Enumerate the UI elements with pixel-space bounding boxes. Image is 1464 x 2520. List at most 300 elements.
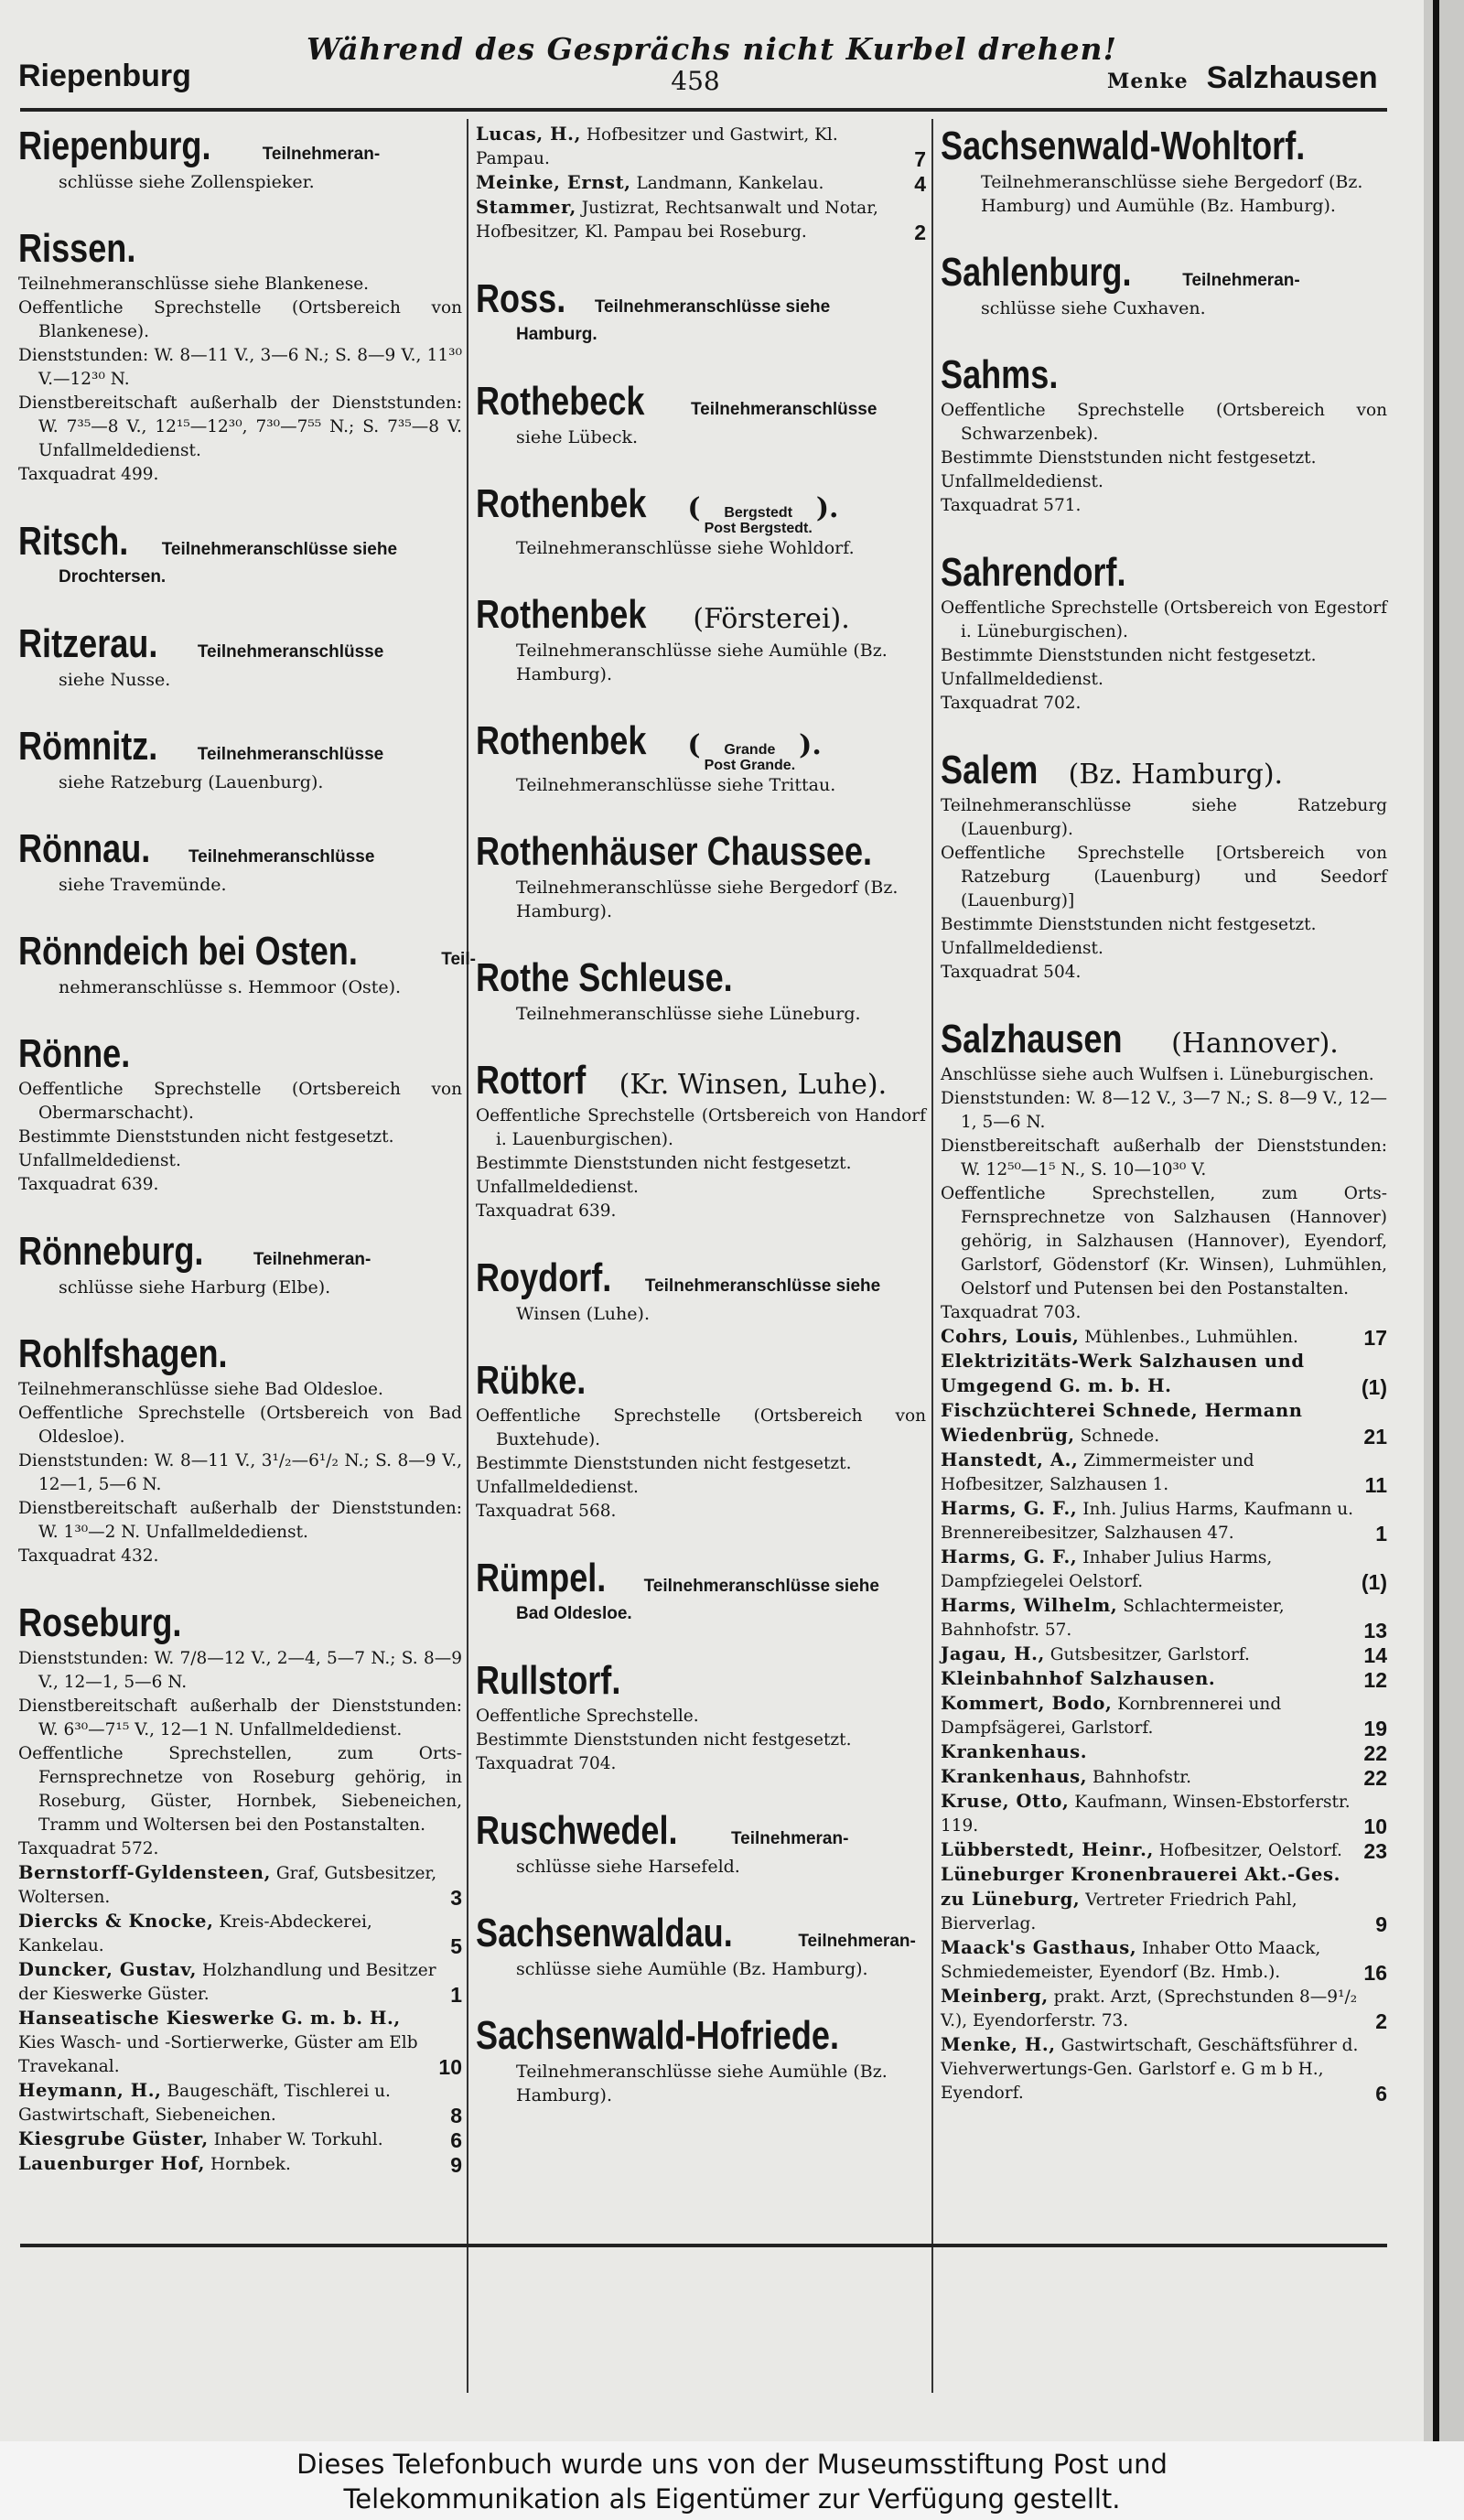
subscriber-name: Heymann, H.,: [18, 2080, 162, 2101]
subscriber-details: Baugeschäft, Tischlerei u. Gastwirtschaft, Siebeneichen.: [18, 2082, 391, 2125]
subscriber-name: Elektrizitäts-Werk Salzhausen und Umgegend G. m. b. H.: [941, 1351, 1305, 1396]
entry-line: Bestimmte Dienststunden nicht festgesetzt.: [476, 1154, 852, 1173]
entry-line: Unfallmeldedienst.: [941, 939, 1103, 958]
subscriber-details: Inhaber Julius Harms, Dampfziegelei Oelstorf.: [941, 1548, 1273, 1591]
place-name: Salem: [941, 748, 1039, 792]
subscriber-text: [18, 2007, 438, 2079]
subscriber-text: [18, 1910, 450, 1958]
entry-inline-text: Teilnehmeranschlüsse: [197, 642, 384, 662]
phone-number: 16: [1363, 1961, 1387, 1985]
entry-inline-text: Teilnehmeranschlüsse: [690, 400, 877, 419]
subscriber-row: [941, 1667, 1387, 1692]
entry-line: Bestimmte Dienststunden nicht festgesetzt.: [941, 915, 1317, 934]
subscriber-text: [941, 1838, 1363, 1863]
entry-sahrendorf: [941, 549, 1387, 716]
entry-line: Taxquadrat 571.: [941, 496, 1082, 515]
entry-inline-text: Teilnehmeran-: [1182, 271, 1300, 290]
entry-line: Oeffentliche Sprechstelle (Ortsbereich von Bad Oldesloe).: [18, 1404, 462, 1447]
left-running-head: Riepenburg: [18, 59, 191, 93]
phone-number: 6: [1375, 2082, 1387, 2105]
subscriber-details: Graf, Gutsbesitzer, Woltersen.: [18, 1864, 437, 1907]
entry-rullstorf: [476, 1657, 926, 1776]
subscriber-text: [476, 123, 914, 171]
entry-roenndeich: [18, 928, 476, 999]
entry-line: Taxquadrat 639.: [18, 1175, 159, 1194]
subscriber-name: Kommert, Bodo,: [941, 1693, 1113, 1714]
phone-number: 19: [1363, 1717, 1387, 1740]
place-name: Rissen.: [18, 226, 136, 271]
entry-roennau: [18, 825, 462, 897]
subscriber-details: Holzhandlung und Besitzer der Kieswerke Güster.: [18, 1961, 436, 2004]
subscriber-name: Duncker, Gustav,: [18, 1959, 198, 1980]
subscriber-name: Krankenhaus.: [941, 1741, 1088, 1762]
subscriber-name: Diercks & Knocke,: [18, 1911, 214, 1932]
entry-reference: siehe Nusse.: [59, 670, 171, 690]
subscriber-row: [941, 1740, 1387, 1765]
subscriber-list: [476, 123, 926, 244]
place-name: Ross.: [476, 276, 566, 321]
place-name: Roseburg.: [18, 1600, 182, 1645]
right-keyword: Salzhausen: [1206, 60, 1378, 95]
subscriber-list: [18, 1861, 462, 2177]
subscriber-text: [941, 1790, 1363, 1838]
phone-number: (1): [1361, 1375, 1387, 1399]
entry-inline-text: Teilnehmeranschlüsse siehe: [594, 297, 831, 317]
subscriber-text: [18, 1861, 450, 1910]
entry-line: Dienststunden: W. 8—11 V., 3—6 N.; S. 8—9 V., 11³⁰ V.—12³⁰ N.: [18, 346, 462, 389]
subscriber-details: Kaufmann, Winsen-Ebstorferstr. 119.: [941, 1793, 1351, 1836]
entry-reference: Teilnehmeranschlüsse siehe Bergedorf (Bz. Hamburg) und Aumühle (Bz. Hamburg).: [981, 172, 1363, 216]
phone-number: 11: [1364, 1473, 1387, 1497]
entry-line: Oeffentliche Sprechstellen, zum Orts-Fernsprechnetze von Salzhausen (Hannover) gehörig, in Salzhausen (Hannover), Eyendorf, Garlstorf, Gödenstorf (Kr. Winsen), Luhmühlen, Oelstorf und Putensen bei den Postanstalten.: [941, 1184, 1387, 1298]
subscriber-name: Lauenburger Hof,: [18, 2153, 206, 2174]
subscriber-details: Justizrat, Rechtsanwalt und Notar, Hofbesitzer, Kl. Pampau bei Roseburg.: [476, 199, 878, 242]
subscriber-text: [476, 196, 914, 244]
place-name: Salzhausen: [941, 1017, 1123, 1061]
subscriber-name: Krankenhaus,: [941, 1766, 1088, 1787]
subscriber-details: Kies Wasch- und -Sortierwerke, Güster am Elb Travekanal.: [18, 2033, 418, 2076]
subscriber-row: [941, 2033, 1387, 2105]
entry-line: Oeffentliche Sprechstellen, zum Orts-Fernsprechnetze von Roseburg gehörig, in Roseburg, Güster, Hornbek, Siebeneichen, Tramm und Woltersen bei den Postanstalten.: [18, 1744, 462, 1835]
entry-inline-text: Teilnehmeranschlüsse siehe: [643, 1577, 879, 1596]
place-name: Riepenburg.: [18, 124, 211, 168]
subscriber-text: [941, 1545, 1362, 1594]
place-name: Roydorf.: [476, 1255, 612, 1300]
place-name: Rönndeich bei Osten.: [18, 929, 358, 974]
entry-line: Teilnehmeranschlüsse siehe Blankenese.: [18, 275, 370, 294]
entry-ritzerau: [18, 620, 462, 692]
phone-number: 2: [1375, 2009, 1387, 2033]
place-name: Rothenbek: [476, 481, 647, 526]
place-name: Rothenbek: [476, 718, 647, 763]
entry-line: Dienstbereitschaft außerhalb der Dienststunden: W. 1³⁰—2 N. Unfallmeldedienst.: [18, 1499, 462, 1542]
place-name: Ritzerau.: [18, 621, 158, 666]
paren-close: ).: [815, 492, 839, 524]
entry-reference: schlüsse siehe Harsefeld.: [516, 1857, 740, 1877]
entry-inline-text: Teil-: [441, 950, 476, 969]
place-name: Ritsch.: [18, 519, 129, 564]
entry-line: Dienstbereitschaft außerhalb der Dienststunden: W. 7³⁵—8 V., 12¹⁵—12³⁰, 7³⁰—7⁵⁵ N.; S. 7³⁵—8 V. Unfallmeldedienst.: [18, 393, 462, 460]
place-name: Rothenbek: [476, 592, 647, 637]
entry-line: Unfallmeldedienst.: [18, 1151, 181, 1170]
entry-ruschwedel: [476, 1807, 926, 1879]
entry-reference: Teilnehmeranschlüsse siehe Aumühle (Bz. Hamburg).: [516, 641, 888, 684]
entry-line: Bestimmte Dienststunden nicht festgesetzt.: [476, 1730, 852, 1750]
place-name: Rullstorf.: [476, 1658, 621, 1703]
qualifier-bottom: Post Grande.: [704, 758, 796, 773]
entry-line: Unfallmeldedienst.: [476, 1478, 639, 1497]
entry-line: Unfallmeldedienst.: [941, 472, 1103, 491]
entry-reference: schlüsse siehe Cuxhaven.: [981, 298, 1206, 318]
entry-reference: schlüsse siehe Aumühle (Bz. Hamburg).: [516, 1959, 868, 1979]
entry-line: Bestimmte Dienststunden nicht festgesetzt.: [18, 1127, 394, 1147]
entry-reference: Teilnehmeranschlüsse siehe Bergedorf (Bz. Hamburg).: [516, 878, 899, 921]
place-name: Rohlfshagen.: [18, 1331, 228, 1376]
subscriber-name: Jagau, H.,: [941, 1643, 1045, 1664]
phone-number: 22: [1363, 1741, 1387, 1765]
phone-number: 21: [1363, 1425, 1387, 1448]
subscriber-row: [476, 196, 926, 244]
subscriber-row: [941, 1985, 1387, 2033]
subscriber-text: [941, 1667, 1363, 1692]
entry-reference: Drochtersen.: [59, 567, 167, 587]
entry-reference: siehe Travemünde.: [59, 875, 227, 895]
entry-line: Oeffentliche Sprechstelle [Ortsbereich von Ratzeburg (Lauenburg) und Seedorf (Lauenburg)]: [941, 844, 1387, 910]
entry-reference: Winsen (Luhe).: [516, 1304, 650, 1324]
phone-number: 8: [450, 2104, 462, 2127]
page-edge-shadow: [1424, 0, 1464, 2441]
subscriber-row: [941, 1838, 1387, 1863]
entry-reference: siehe Ratzeburg (Lauenburg).: [59, 772, 324, 792]
footer-line-1: Dieses Telefonbuch wurde uns von der Museumsstiftung Post und: [296, 2449, 1168, 2480]
entry-inline-text: Teilnehmeranschlüsse: [188, 847, 375, 867]
subscriber-details: Hornbek.: [210, 2155, 291, 2174]
subscriber-details: Vertreter Friedrich Pahl, Bierverlag.: [941, 1890, 1297, 1933]
place-name: Sachsenwald-Hofriede.: [476, 2013, 839, 2058]
entry-roenne: [18, 1030, 462, 1197]
subscriber-name: Harms, G. F.,: [941, 1546, 1078, 1567]
place-name: Ruschwedel.: [476, 1808, 678, 1853]
subscriber-row: [18, 1861, 462, 1910]
entry-rohlfshagen: [18, 1330, 462, 1568]
entry-rothebeck: [476, 378, 926, 449]
place-name: Sahlenburg.: [941, 250, 1132, 295]
subscriber-text: [18, 1958, 450, 2007]
entry-line: Oeffentliche Sprechstelle (Ortsbereich von Buxtehude).: [476, 1406, 926, 1449]
subscriber-row: [941, 1765, 1387, 1790]
page-binding-line: [1433, 0, 1439, 2441]
phone-number: 9: [450, 2153, 462, 2177]
phone-number: 4: [914, 172, 926, 196]
entry-ruebke: [476, 1357, 926, 1524]
place-qualifier: [705, 742, 796, 773]
subscriber-details: Mühlenbes., Luhmühlen.: [1084, 1328, 1298, 1347]
subscriber-name: Harms, Wilhelm,: [941, 1595, 1118, 1616]
subscriber-details: Schlachtermeister, Bahnhofstr. 57.: [941, 1597, 1285, 1640]
entry-line: Oeffentliche Sprechstelle (Ortsbereich von Handorf i. Lauenburgischen).: [476, 1106, 926, 1149]
subscriber-details: Inh. Julius Harms, Kaufmann u. Brennereibesitzer, Salzhausen 47.: [941, 1500, 1354, 1543]
subscriber-details: Schnede.: [1080, 1427, 1160, 1446]
entry-sahms: [941, 351, 1387, 518]
subscriber-row: [476, 171, 926, 196]
subscriber-row: [18, 2127, 462, 2152]
subscriber-text: [941, 1985, 1375, 2033]
subscriber-details: Kornbrennerei und Dampfsägerei, Garlstorf.: [941, 1695, 1282, 1738]
entry-reference: Teilnehmeranschlüsse siehe Aumühle (Bz. Hamburg).: [516, 2062, 888, 2105]
archive-footer: [0, 2441, 1464, 2520]
entry-ritsch: [18, 518, 462, 589]
entry-reference: Bad Oldesloe.: [516, 1604, 632, 1623]
entry-rothenbek-grande: [476, 717, 926, 797]
subscriber-details: Inhaber Otto Maack, Schmiedemeister, Eyendorf (Bz. Hmb.).: [941, 1939, 1321, 1982]
entry-line: Taxquadrat 703.: [941, 1303, 1082, 1322]
right-marker: Menke: [1107, 70, 1189, 93]
column-2: [476, 123, 926, 2107]
subscriber-name: Meinke, Ernst,: [476, 172, 631, 193]
entry-line: Dienstbereitschaft außerhalb der Dienststunden: W. 6³⁰—7¹⁵ V., 12—1 N. Unfallmeldedienst.: [18, 1696, 462, 1739]
subscriber-text: [941, 1325, 1363, 1350]
paren-close: ).: [799, 729, 822, 761]
place-name: Rümpel.: [476, 1556, 607, 1600]
entry-rissen: [18, 225, 462, 487]
subscriber-details: Gastwirtschaft, Geschäftsführer d. Viehverwertungs-Gen. Garlstorf e. G m b H., Eyendorf.: [941, 2036, 1359, 2103]
subscriber-details: Inhaber W. Torkuhl.: [213, 2130, 383, 2149]
entry-line: Unfallmeldedienst.: [941, 670, 1103, 689]
entry-rothenhaeuser-chaussee: [476, 828, 926, 923]
entry-line: Taxquadrat 499.: [18, 465, 159, 484]
place-name: Rothe Schleuse.: [476, 955, 733, 1000]
entry-rottorf: [476, 1057, 926, 1223]
subscriber-text: [941, 1350, 1362, 1399]
subscriber-text: [18, 2127, 450, 2152]
phone-number: 1: [450, 1983, 462, 2007]
subscriber-row: [941, 1545, 1387, 1594]
subscriber-name: Lucas, H.,: [476, 124, 581, 145]
entry-line: Teilnehmeranschlüsse siehe Ratzeburg (Lauenburg).: [941, 796, 1387, 839]
place-name: Rönnau.: [18, 826, 151, 871]
subscriber-text: [941, 1863, 1375, 1936]
entry-riepenburg: [18, 123, 462, 194]
paren-open: (: [687, 729, 701, 761]
phone-number: (1): [1361, 1570, 1387, 1594]
entry-inline-text: Teilnehmeranschlüsse siehe: [644, 1276, 881, 1296]
entry-line: Dienststunden: W. 8—12 V., 3—7 N.; S. 8—9 V., 12—1, 5—6 N.: [941, 1089, 1387, 1132]
subscriber-row: [941, 1642, 1387, 1667]
subscriber-details: Landmann, Kankelau.: [636, 174, 824, 193]
subscriber-name: Stammer,: [476, 197, 576, 218]
subscriber-name: Lüneburger Kronenbrauerei Akt.-Ges. zu Lüneburg,: [941, 1864, 1341, 1910]
entry-roseburg: [18, 1599, 462, 2177]
entry-inline-text: Teilnehmeran-: [730, 1829, 849, 1848]
place-qualifier: (Försterei).: [693, 603, 850, 635]
subscriber-name: Lübberstedt, Heinr.,: [941, 1839, 1154, 1860]
entry-ruempel: [476, 1555, 926, 1626]
header-rule: [20, 108, 1387, 112]
phone-number: 13: [1363, 1619, 1387, 1642]
entry-reference: schlüsse siehe Zollenspieker.: [59, 172, 315, 192]
subscriber-text: [18, 2152, 450, 2177]
entry-line: Oeffentliche Sprechstelle.: [476, 1707, 699, 1726]
subscriber-details: Hofbesitzer und Gastwirt, Kl. Pampau.: [476, 125, 838, 168]
entry-line: Taxquadrat 432.: [18, 1546, 159, 1566]
entry-line: Teilnehmeranschlüsse siehe Bad Oldesloe.: [18, 1380, 383, 1399]
place-name: Rottorf: [476, 1058, 587, 1103]
entry-sachsenwald-wohltorf: [941, 123, 1387, 218]
subscriber-row: [941, 1497, 1387, 1545]
entry-inline-text: Teilnehmeran-: [262, 145, 381, 164]
place-name: Rothebeck: [476, 379, 645, 424]
subscriber-row: [18, 1910, 462, 1958]
entry-line: Taxquadrat 504.: [941, 963, 1082, 982]
subscriber-row: [476, 123, 926, 171]
subscriber-text: [941, 1448, 1365, 1497]
subscriber-row: [18, 1958, 462, 2007]
place-name: Rönneburg.: [18, 1229, 204, 1274]
entry-roydorf: [476, 1255, 926, 1326]
entry-line: Taxquadrat 702.: [941, 694, 1082, 713]
entry-line: Dienststunden: W. 7/8—12 V., 2—4, 5—7 N.; S. 8—9 V., 12—1, 5—6 N.: [18, 1649, 462, 1692]
subscriber-name: Bernstorff-Gyldensteen,: [18, 1862, 271, 1883]
subscriber-name: Fischzüchterei Schnede, Hermann Wiedenbrüg,: [941, 1400, 1303, 1446]
subscriber-row: [941, 1936, 1387, 1985]
subscriber-name: Kruse, Otto,: [941, 1791, 1070, 1812]
entry-inline-text: Teilnehmeran-: [253, 1250, 371, 1269]
place-qualifier: (Hannover).: [1171, 1028, 1339, 1060]
subscriber-name: Cohrs, Louis,: [941, 1326, 1080, 1347]
subscriber-text: [941, 1692, 1363, 1740]
entry-sachsenwaldau: [476, 1910, 926, 1981]
phone-number: 1: [1375, 1522, 1387, 1545]
entry-salzhausen: [941, 1016, 1387, 2105]
phone-number: 10: [1363, 1815, 1387, 1838]
phone-number: 22: [1363, 1766, 1387, 1790]
subscriber-details: Kreis-Abdeckerei, Kankelau.: [18, 1912, 372, 1955]
subscriber-row: [941, 1448, 1387, 1497]
page-number: 458: [671, 66, 720, 96]
phone-number: 9: [1375, 1912, 1387, 1936]
subscriber-row: [941, 1399, 1387, 1448]
subscriber-name: Meinberg,: [941, 1986, 1049, 2007]
entry-inline-text: Teilnehmeranschlüsse siehe: [161, 540, 398, 559]
subscriber-details: prakt. Arzt, (Sprechstunden 8—9¹/₂ V.), Eyendorferstr. 73.: [941, 1987, 1358, 2030]
subscriber-list: [941, 1325, 1387, 2105]
subscriber-name: Hanseatische Kieswerke G. m. b. H.,: [18, 2008, 401, 2029]
entry-salem: [941, 747, 1387, 985]
footer-line-2: Telekommunikation als Eigentümer zur Verfügung gestellt.: [343, 2483, 1121, 2515]
subscriber-name: Menke, H.,: [941, 2034, 1056, 2055]
place-name: Rönne.: [18, 1031, 131, 1076]
subscriber-details: Zimmermeister und Hofbesitzer, Salzhausen 1.: [941, 1451, 1254, 1494]
qualifier-bottom: Post Bergstedt.: [704, 521, 813, 536]
entry-inline-text: Teilnehmeranschlüsse: [197, 745, 384, 764]
entry-line: Unfallmeldedienst.: [476, 1178, 639, 1197]
entry-roemnitz: [18, 723, 462, 794]
entry-line: Dienstbereitschaft außerhalb der Dienststunden: W. 12⁵⁰—1⁵ N., S. 10—10³⁰ V.: [941, 1136, 1387, 1179]
entry-ross: [476, 275, 926, 347]
right-running-head: [1107, 60, 1378, 96]
place-name: Rothenhäuser Chaussee.: [476, 829, 873, 874]
phone-number: 6: [450, 2128, 462, 2152]
subscriber-row: [18, 2007, 462, 2079]
entry-reference: Teilnehmeranschlüsse siehe Lüneburg.: [516, 1004, 861, 1024]
entry-line: Bestimmte Dienststunden nicht festgesetzt.: [941, 646, 1317, 665]
place-name: Sachsenwald-Wohltorf.: [941, 124, 1306, 168]
subscriber-text: [941, 1497, 1375, 1545]
entry-sachsenwald-hofriede: [476, 2012, 926, 2107]
entry-line: Oeffentliche Sprechstelle (Ortsbereich von Schwarzenbek).: [941, 401, 1387, 444]
entry-line: Oeffentliche Sprechstelle (Ortsbereich von Blankenese).: [18, 298, 462, 341]
phone-number: 3: [450, 1886, 462, 1910]
phone-number: 14: [1363, 1643, 1387, 1667]
subscriber-row: [941, 1790, 1387, 1838]
phone-number: 12: [1363, 1668, 1387, 1692]
place-qualifier: (Bz. Hamburg).: [1068, 759, 1284, 791]
paren-open: (: [687, 492, 701, 524]
column-3: [941, 123, 1387, 2105]
subscriber-row: [941, 1325, 1387, 1350]
entry-line: Oeffentliche Sprechstelle (Ortsbereich von Egestorf i. Lüneburgischen).: [941, 598, 1387, 641]
subscriber-name: Kleinbahnhof Salzhausen.: [941, 1668, 1216, 1689]
entry-rothenbek-bergstedt: [476, 480, 926, 560]
subscriber-text: [941, 2033, 1375, 2105]
entry-rothe-schleuse: [476, 954, 926, 1026]
column-divider-1: [467, 119, 468, 2393]
entry-line: Oeffentliche Sprechstelle (Ortsbereich von Obermarschacht).: [18, 1080, 462, 1123]
phone-number: 7: [914, 147, 926, 171]
place-name: Rübke.: [476, 1358, 587, 1403]
bottom-rule: [20, 2244, 1387, 2247]
entry-reference: siehe Lübeck.: [516, 427, 639, 447]
place-name: Sahrendorf.: [941, 550, 1126, 595]
entry-line: Taxquadrat 572.: [18, 1839, 159, 1858]
entry-inline-text: Teilnehmeran-: [798, 1932, 916, 1951]
place-qualifier: (Kr. Winsen, Luhe).: [619, 1069, 888, 1101]
place-name: Römnitz.: [18, 724, 158, 769]
qualifier-top: Grande: [724, 742, 776, 758]
entry-line: Taxquadrat 568.: [476, 1502, 617, 1521]
subscriber-details: Gutsbesitzer, Garlstorf.: [1050, 1645, 1250, 1664]
subscriber-row: [18, 2079, 462, 2127]
entry-reference: Teilnehmeranschlüsse siehe Trittau.: [516, 775, 836, 795]
subscriber-row: [941, 1692, 1387, 1740]
subscriber-text: [941, 1740, 1363, 1765]
place-name: Sahms.: [941, 352, 1059, 397]
subscriber-row: [941, 1350, 1387, 1399]
subscriber-row: [941, 1863, 1387, 1936]
entry-line: Taxquadrat 704.: [476, 1754, 617, 1773]
place-name: Sachsenwaldau.: [476, 1911, 733, 1955]
entry-line: Bestimmte Dienststunden nicht festgesetzt.: [476, 1454, 852, 1473]
entry-sahlenburg: [941, 249, 1387, 320]
phone-number: 5: [450, 1934, 462, 1958]
page-motto: Während des Gesprächs nicht Kurbel drehen!: [306, 31, 1118, 67]
entry-reference: schlüsse siehe Harburg (Elbe).: [59, 1277, 331, 1298]
entry-reference: Hamburg.: [516, 325, 597, 344]
subscriber-text: [941, 1399, 1363, 1448]
subscriber-name: Hanstedt, A.,: [941, 1449, 1079, 1470]
column-divider-2: [931, 119, 933, 2393]
phone-number: 10: [438, 2055, 462, 2079]
entry-rothenbek-foersterei: [476, 591, 926, 686]
subscriber-name: Harms, G. F.,: [941, 1498, 1078, 1519]
subscriber-row: [941, 1594, 1387, 1642]
subscriber-text: [941, 1936, 1363, 1985]
subscriber-details: Bahnhofstr.: [1092, 1768, 1191, 1787]
entry-roenneburg: [18, 1228, 462, 1299]
subscriber-name: Kiesgrube Güster,: [18, 2128, 209, 2149]
subscriber-text: [941, 1765, 1363, 1790]
subscriber-row: [18, 2152, 462, 2177]
